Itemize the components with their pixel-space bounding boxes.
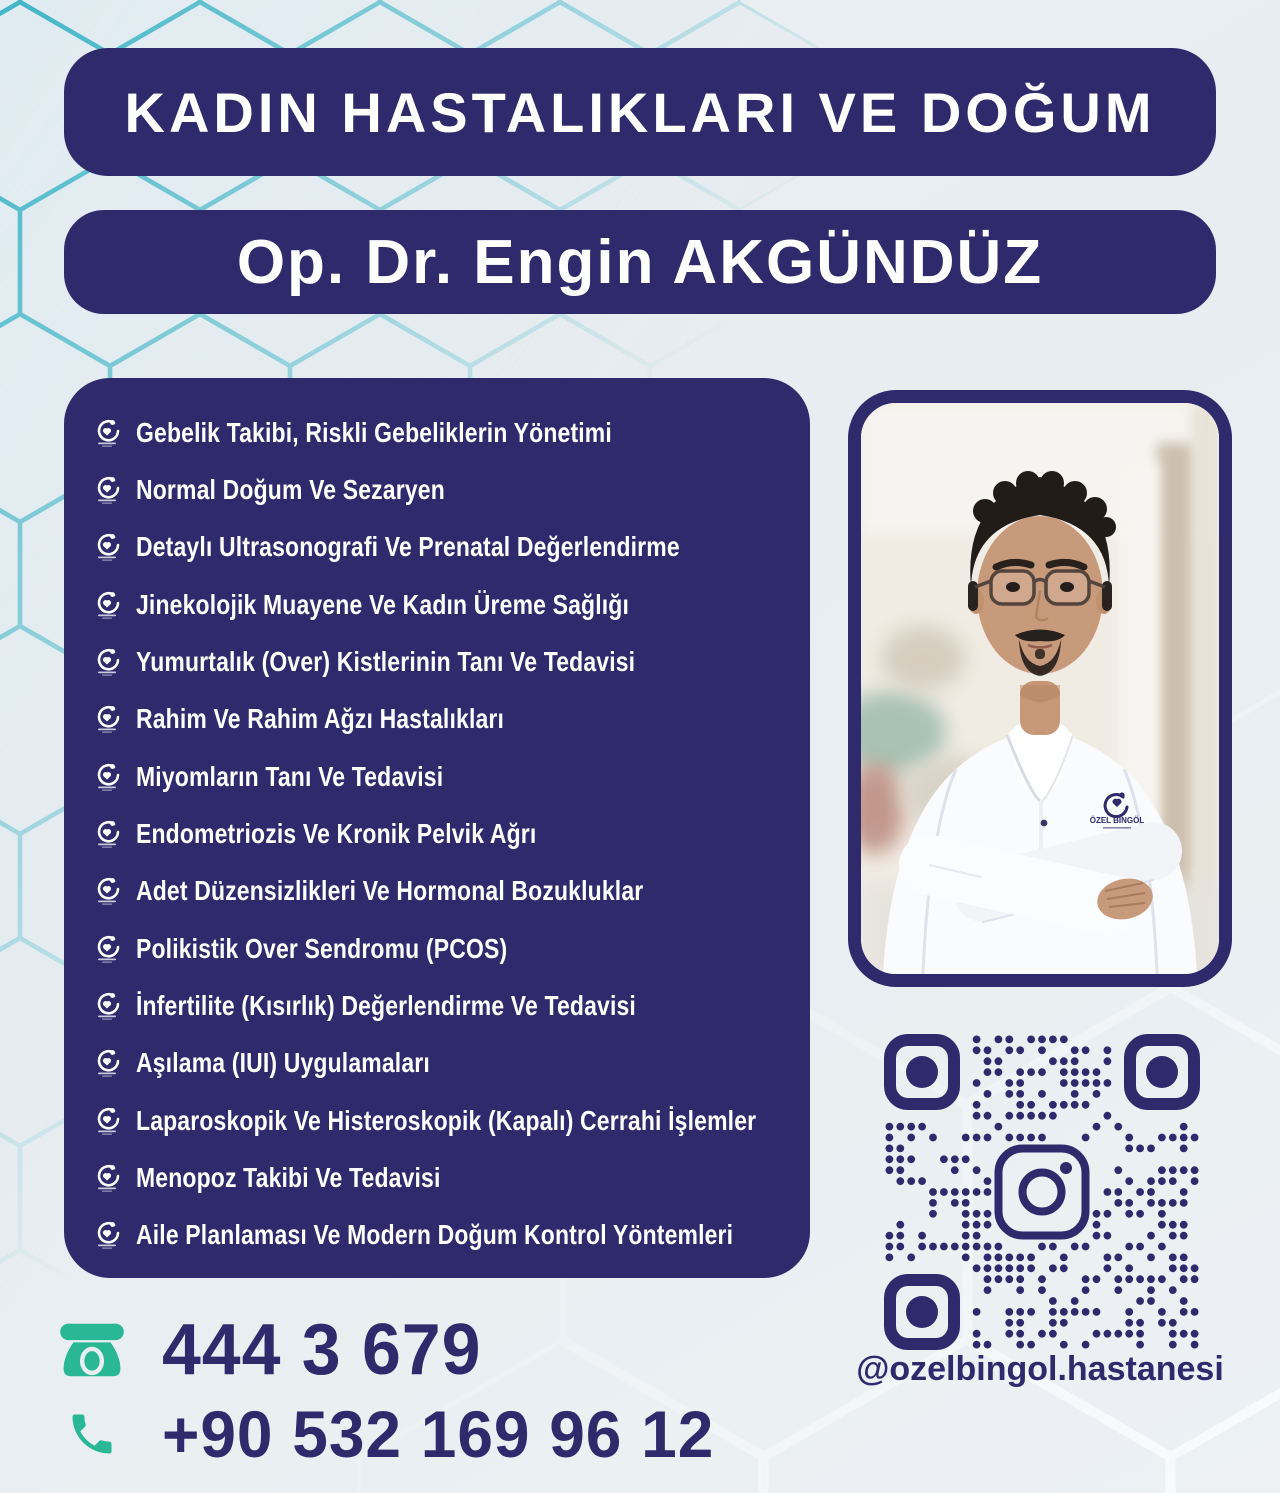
desk-phone-icon [56, 1318, 128, 1382]
hospital-logo-icon [94, 1048, 120, 1078]
hospital-logo-icon [94, 1163, 120, 1193]
services-panel [64, 378, 810, 1278]
hospital-logo-icon [94, 647, 120, 677]
service-item [94, 404, 792, 461]
service-item [94, 519, 792, 576]
hospital-logo-icon [94, 819, 120, 849]
hospital-logo-icon [94, 475, 120, 505]
service-item [94, 1092, 792, 1149]
service-label: Polikistik Over Sendromu (PCOS) [136, 932, 508, 964]
service-label: Menopoz Takibi Ve Tedavisi [136, 1161, 441, 1193]
specialty-title: KADIN HASTALIKLARI VE DOĞUM [124, 80, 1156, 144]
service-label: Jinekolojik Muayene Ve Kadın Üreme Sağlığı [136, 588, 630, 620]
service-item [94, 863, 792, 920]
service-item [94, 920, 792, 977]
hotline-row [56, 1312, 491, 1388]
service-label: Adet Düzensizlikleri Ve Hormonal Bozukluklar [136, 875, 644, 907]
service-label: Detaylı Ultrasonografi Ve Prenatal Değerlendirme [136, 531, 680, 563]
service-item [94, 633, 792, 690]
service-label: Endometriozis Ve Kronik Pelvik Ağrı [136, 817, 537, 849]
doctor-photo [848, 390, 1232, 987]
service-item [94, 1149, 792, 1206]
service-label: Rahim Ve Rahim Ağzı Hastalıkları [136, 703, 505, 735]
instagram-qr-code [884, 1034, 1200, 1350]
service-item [94, 1207, 792, 1264]
service-item [94, 977, 792, 1034]
instagram-handle: @ozelbingol.hastanesi [856, 1350, 1224, 1388]
hospital-logo-icon [94, 1106, 120, 1136]
service-item [94, 461, 792, 518]
service-label: Aşılama (IUI) Uygulamaları [136, 1047, 430, 1079]
service-item [94, 691, 792, 748]
service-label: İnfertilite (Kısırlık) Değerlendirme Ve Tedavisi [136, 989, 636, 1021]
service-label: Gebelik Takibi, Riskli Gebeliklerin Yönetimi [136, 416, 612, 448]
doctor-name-banner [64, 210, 1216, 314]
hospital-logo-icon [94, 1220, 120, 1250]
mobile-row [56, 1396, 731, 1472]
service-label: Miyomların Tanı Ve Tedavisi [136, 760, 444, 792]
hospital-logo-icon [94, 991, 120, 1021]
service-item [94, 748, 792, 805]
service-item [94, 805, 792, 862]
hospital-logo-icon [94, 532, 120, 562]
service-label: Laparoskopik Ve Histeroskopik (Kapalı) Cerrahi İşlemler [136, 1104, 757, 1136]
hotline-number: 444 3 679 [162, 1310, 482, 1390]
service-item [94, 576, 792, 633]
instagram-icon [999, 1149, 1086, 1236]
hospital-logo-icon [94, 590, 120, 620]
service-item [94, 1035, 792, 1092]
doctor-name: Op. Dr. Engin AKGÜNDÜZ [236, 227, 1044, 297]
service-label: Aile Planlaması Ve Modern Doğum Kontrol Yöntemleri [136, 1219, 734, 1251]
hospital-logo-icon [94, 934, 120, 964]
coat-logo-text: ÖZEL BİNGÖL [1089, 816, 1145, 825]
hospital-logo-icon [94, 876, 120, 906]
hospital-logo-icon [94, 762, 120, 792]
service-label: Normal Doğum Ve Sezaryen [136, 473, 445, 505]
phone-handset-icon [56, 1406, 128, 1462]
hospital-logo-icon [94, 418, 120, 448]
service-label: Yumurtalık (Over) Kistlerinin Tanı Ve Tedavisi [136, 645, 636, 677]
hospital-logo-icon [94, 704, 120, 734]
specialty-banner [64, 48, 1216, 176]
mobile-number: +90 532 169 96 12 [162, 1397, 715, 1471]
